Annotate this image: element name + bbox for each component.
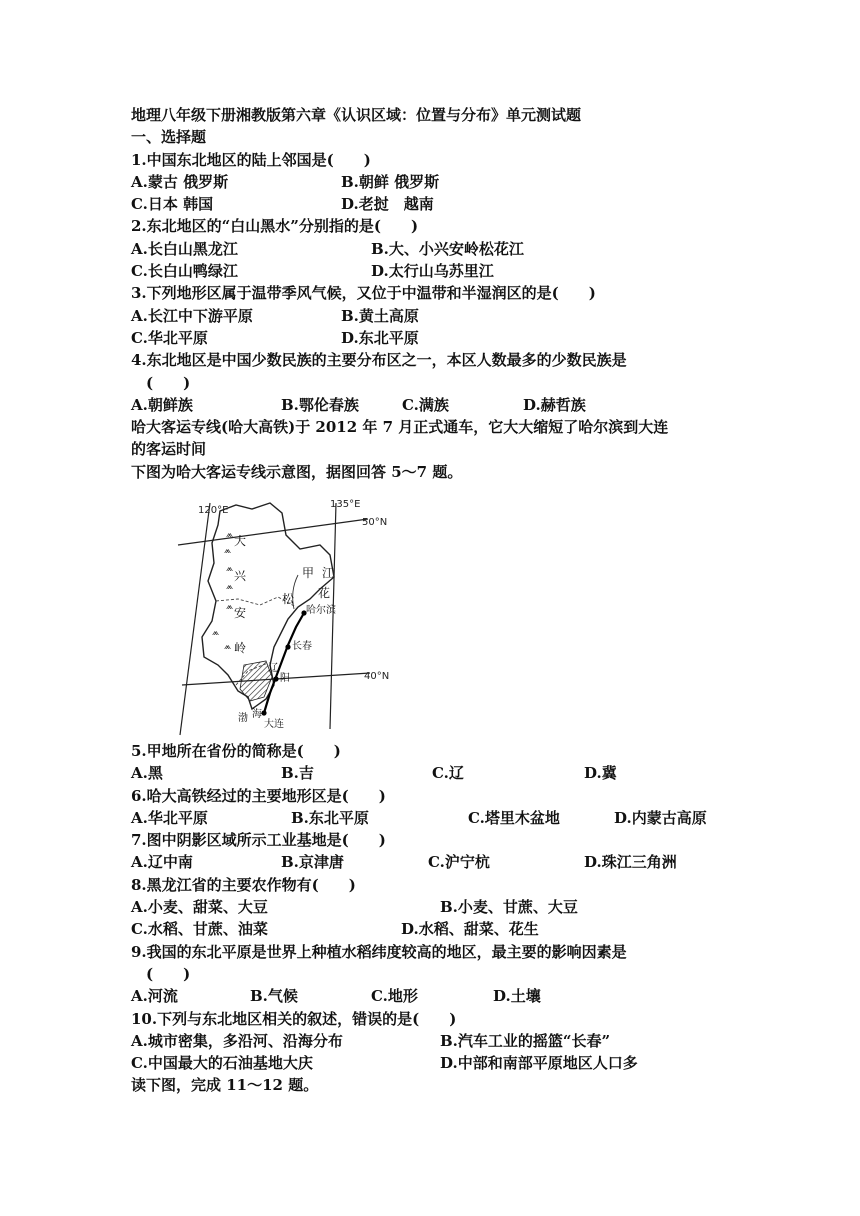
meridian-120e — [180, 503, 210, 735]
mountain-symbols — [212, 530, 233, 652]
q2-option-a[interactable]: A.长白山黑龙江 — [131, 239, 238, 258]
q3-options-row1 — [131, 305, 751, 327]
shenyang-city-dot — [273, 676, 278, 681]
q3-option-d[interactable]: D.东北平原 — [341, 328, 419, 347]
q4-stem-bracket: ( ) — [131, 373, 191, 392]
section-heading: 一、选择题 — [131, 128, 207, 147]
q3-stem: 3.下列地形区属于温带季风气候，又位于中温带和半湿润区的是( ) — [131, 284, 596, 303]
q4-stem: 4.东北地区是中国少数民族的主要分布区之一，本区人数最多的少数民族是 — [131, 351, 627, 370]
svg-text:⩕: ⩕ — [226, 530, 234, 540]
label-135e: 135°E — [330, 499, 361, 510]
q1-option-a[interactable]: A.蒙古 俄罗斯 — [131, 172, 229, 191]
q9-options-row — [131, 985, 751, 1007]
q9-stem-bracket: ( ) — [131, 964, 191, 983]
q8-option-d[interactable]: D.水稻、甜菜、花生 — [401, 920, 539, 939]
q5-option-d[interactable]: D.冀 — [584, 764, 617, 783]
meridian-135e — [330, 503, 336, 729]
q10-option-d[interactable]: D.中部和南部平原地区人口多 — [440, 1054, 638, 1073]
q6-options-row — [131, 807, 751, 829]
svg-text:⩕: ⩕ — [226, 602, 234, 612]
q10-options-row1 — [131, 1030, 751, 1052]
q8-options-row2 — [131, 918, 751, 940]
q6-option-d[interactable]: D.内蒙古高原 — [614, 808, 707, 827]
label-hai: 海 — [252, 709, 262, 720]
material-intro-line3: 下图为哈大客运专线示意图，据图回答 5～7 题。 — [131, 462, 463, 481]
q7-options-row — [131, 851, 751, 873]
label-hua: 花 — [318, 586, 331, 600]
q4-option-a[interactable]: A.朝鲜族 — [131, 395, 193, 414]
q7-option-c[interactable]: C.沪宁杭 — [428, 853, 490, 872]
material-intro-line2: 的客运时间 — [131, 440, 207, 459]
q3-option-a[interactable]: A.长江中下游平原 — [131, 306, 253, 325]
q10-options-row2 — [131, 1052, 751, 1074]
q2-option-c[interactable]: C.长白山鸭绿江 — [131, 262, 238, 281]
q4-option-b[interactable]: B.鄂伦春族 — [281, 395, 359, 414]
svg-text:⩕: ⩕ — [224, 546, 232, 556]
exam-page — [131, 104, 751, 483]
label-ling: 岭 — [234, 641, 247, 655]
q9-option-d[interactable]: D.土壤 — [493, 987, 541, 1006]
q7-option-b[interactable]: B.京津唐 — [281, 853, 344, 872]
q9-stem: 9.我国的东北平原是世界上种植水稻纬度较高的地区，最主要的影响因素是 — [131, 942, 627, 961]
q7-stem: 7.图中阴影区域所示工业基地是( ) — [131, 831, 386, 850]
q5-option-a[interactable]: A.黑 — [131, 764, 163, 783]
label-liao: 辽 — [268, 663, 278, 674]
q6-option-b[interactable]: B.东北平原 — [291, 808, 369, 827]
svg-text:⩕: ⩕ — [226, 564, 234, 574]
label-xing: 兴 — [234, 569, 247, 583]
q2-options-row2 — [131, 260, 751, 282]
dalian-city-dot — [261, 710, 266, 715]
q4-options-row — [131, 394, 751, 416]
q1-option-d[interactable]: D.老挝 越南 — [341, 195, 434, 214]
q3-option-c[interactable]: C.华北平原 — [131, 328, 208, 347]
svg-text:⩕: ⩕ — [212, 628, 220, 638]
map-graphic — [178, 495, 390, 735]
q7-option-a[interactable]: A.辽中南 — [131, 853, 193, 872]
label-changchun: 长春 — [292, 641, 312, 652]
label-an: 安 — [234, 606, 247, 620]
q6-option-a[interactable]: A.华北平原 — [131, 808, 208, 827]
label-song: 松 — [282, 592, 295, 606]
exam-page-continued — [131, 740, 751, 1097]
q2-option-d[interactable]: D.太行山乌苏里江 — [371, 262, 494, 281]
svg-text:⩕: ⩕ — [224, 642, 232, 652]
label-da: 大 — [234, 534, 247, 548]
changchun-city-dot — [285, 644, 290, 649]
q8-option-a[interactable]: A.小麦、甜菜、大豆 — [131, 898, 268, 917]
q2-options-row1 — [131, 238, 751, 260]
q5-stem: 5.甲地所在省份的简称是( ) — [131, 742, 341, 760]
next-section-intro: 读下图，完成 11～12 题。 — [131, 1076, 319, 1095]
q9-option-b[interactable]: B.气候 — [250, 987, 298, 1006]
q1-options-row2 — [131, 193, 751, 215]
label-dalian: 大连 — [264, 719, 284, 730]
q10-stem: 10.下列与东北地区相关的叙述，错误的是( ) — [131, 1009, 457, 1028]
label-jia: 甲 — [302, 566, 315, 580]
q10-option-c[interactable]: C.中国最大的石油基地大庆 — [131, 1054, 313, 1073]
q4-option-c[interactable]: C.满族 — [402, 395, 449, 414]
label-40n: 40°N — [364, 671, 390, 682]
harbin-dalian-railway-map — [178, 495, 390, 735]
q1-options-row1 — [131, 171, 751, 193]
q2-stem: 2.东北地区的“白山黑水”分别指的是( ) — [131, 217, 419, 236]
q9-option-c[interactable]: C.地形 — [371, 987, 418, 1006]
exam-title: 地理八年级下册湘教版第六章《认识区域：位置与分布》单元测试题 — [131, 106, 582, 124]
q6-option-c[interactable]: C.塔里木盆地 — [468, 808, 560, 827]
q5-options-row — [131, 762, 751, 784]
q5-option-c[interactable]: C.辽 — [432, 764, 464, 783]
q3-option-b[interactable]: B.黄土高原 — [341, 306, 419, 325]
q1-option-b[interactable]: B.朝鲜 俄罗斯 — [341, 172, 440, 191]
svg-text:⩕: ⩕ — [226, 582, 234, 592]
q1-option-c[interactable]: C.日本 韩国 — [131, 195, 214, 214]
q8-stem: 8.黑龙江省的主要农作物有( ) — [131, 875, 356, 894]
q6-stem: 6.哈大高铁经过的主要地形区是( ) — [131, 786, 386, 805]
q10-option-b[interactable]: B.汽车工业的摇篮“长春” — [440, 1031, 611, 1050]
q8-options-row1 — [131, 896, 751, 918]
label-shenyang: 阳 — [280, 673, 290, 684]
q9-option-a[interactable]: A.河流 — [131, 987, 178, 1006]
q3-options-row2 — [131, 327, 751, 349]
label-jiang: 江 — [322, 566, 335, 580]
label-bo: 渤 — [238, 713, 248, 724]
q1-stem: 1.中国东北地区的陆上邻国是( ) — [131, 150, 371, 169]
label-harbin: 哈尔滨 — [306, 605, 336, 616]
q8-option-b[interactable]: B.小麦、甘蔗、大豆 — [440, 898, 578, 917]
q4-option-d[interactable]: D.赫哲族 — [523, 395, 586, 414]
q10-option-a[interactable]: A.城市密集，多沿河、沿海分布 — [131, 1031, 343, 1050]
q2-option-b[interactable]: B.大、小兴安岭松花江 — [371, 239, 524, 258]
q7-option-d[interactable]: D.珠江三角洲 — [584, 853, 677, 872]
q8-option-c[interactable]: C.水稻、甘蔗、油菜 — [131, 920, 268, 939]
material-intro-line1: 哈大客运专线(哈大高铁)于 2012 年 7 月正式通车，它大大缩短了哈尔滨到大连 — [131, 418, 669, 437]
label-120e: 120°E — [198, 505, 229, 516]
label-50n: 50°N — [362, 517, 388, 528]
q5-option-b[interactable]: B.吉 — [281, 764, 314, 783]
